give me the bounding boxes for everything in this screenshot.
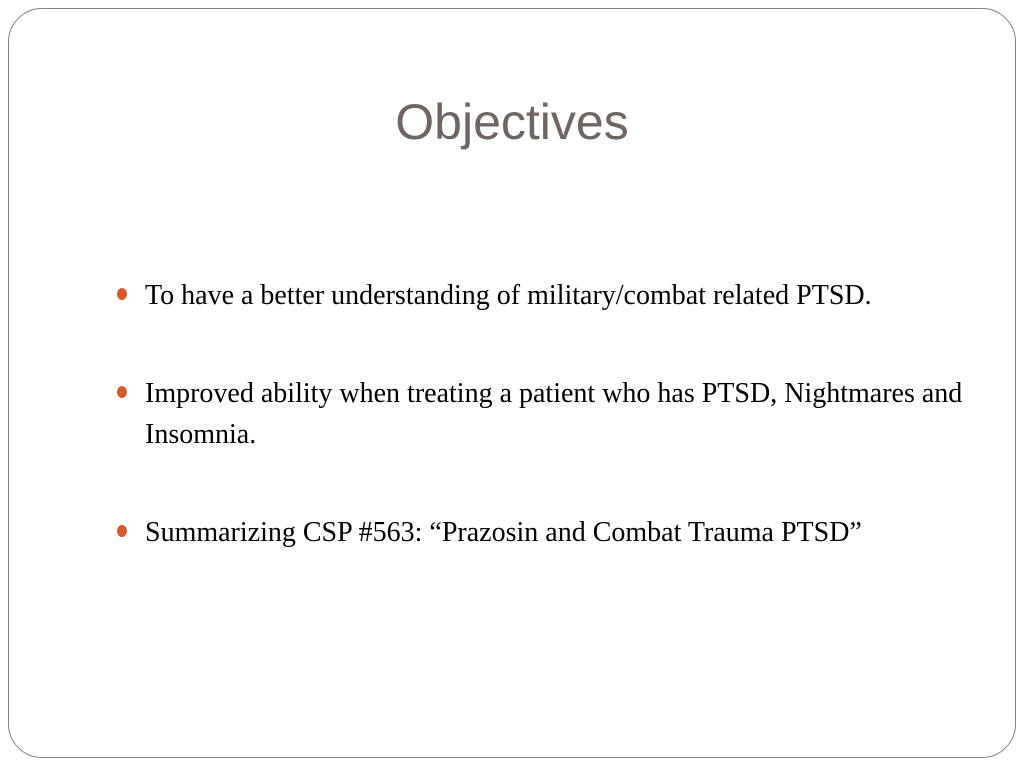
slide-title: Objectives	[395, 94, 629, 150]
bullet-text: Summarizing CSP #563: “Prazosin and Combat Trauma PTSD”	[145, 517, 862, 548]
bullet-text: To have a better understanding of military/combat related PTSD.	[145, 280, 872, 311]
bullet-dot-icon	[117, 288, 127, 300]
bullet-dot-icon	[117, 386, 127, 398]
bullet-item	[117, 275, 987, 316]
bullet-item	[117, 512, 987, 553]
slide	[8, 8, 1016, 758]
bullet-text: Improved ability when treating a patient who has PTSD, Nightmares and Insomnia.	[145, 378, 963, 450]
bullet-list	[117, 275, 987, 610]
bullet-dot-icon	[117, 525, 127, 537]
bullet-item	[117, 373, 987, 455]
